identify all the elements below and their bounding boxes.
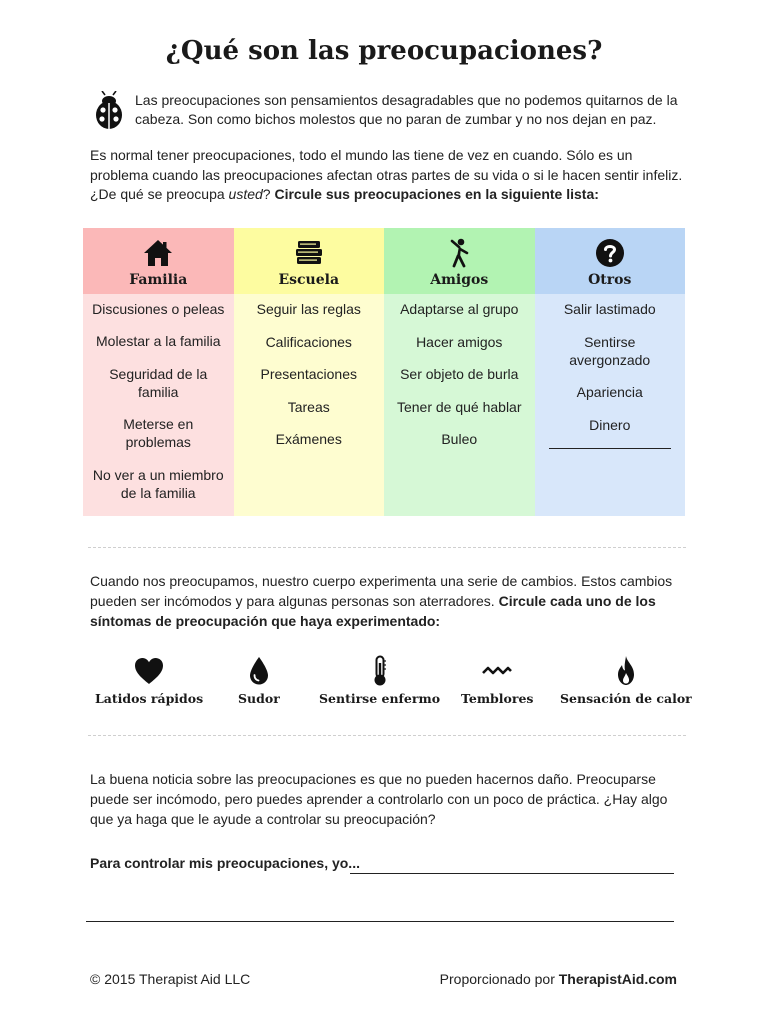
good-news-text: La buena noticia sobre las preocupaciones es que no pueden hacernos daño. Preocuparse puede ser incómodo, pero puedes aprender a controlarlo con un poco de práctica. ¿Hay algo que ya haga que le ayude a controlar su preocupación?	[90, 771, 668, 827]
intro-text: Las preocupaciones son pensamientos desagradables que no podemos quitarnos de la cabeza. Son como bichos molestos que no paran de zumbar y no nos dejan en paz.	[135, 92, 678, 127]
question-icon	[595, 238, 625, 268]
category-column-otros	[535, 228, 686, 516]
books-icon	[294, 238, 324, 268]
category-header	[83, 228, 234, 294]
symptom-label: Sudor	[238, 691, 280, 706]
worry-item[interactable]: Molestar a la familia	[96, 333, 221, 349]
symptoms-text: Cuando nos preocupamos, nuestro cuerpo experimenta una serie de cambios. Estos cambios pueden ser incómodos y para algunas personas son aterradores.	[90, 573, 673, 609]
thermometer-icon	[364, 655, 396, 687]
worry-item[interactable]: Presentaciones	[260, 366, 357, 382]
symptom-temblores[interactable]	[461, 655, 533, 706]
wave-icon	[481, 655, 513, 687]
category-header	[535, 228, 686, 294]
worry-item[interactable]: Meterse en problemas	[123, 416, 194, 450]
symptom-label: Sentirse enfermo	[319, 691, 441, 706]
write-in-line[interactable]	[549, 448, 671, 449]
category-items	[234, 294, 385, 516]
category-column-familia	[83, 228, 234, 516]
worry-item[interactable]: Dinero	[589, 416, 631, 433]
category-items	[535, 294, 686, 516]
intro-paragraph	[90, 146, 690, 205]
symptom-label: Sensación de calor	[560, 691, 692, 706]
intro-paragraph-text2: ?	[262, 186, 275, 202]
control-label: Para controlar mis preocupaciones, yo...	[90, 855, 360, 871]
worry-item[interactable]: Tener de qué hablar	[396, 398, 522, 415]
symptom-calor[interactable]	[560, 655, 692, 706]
worry-item[interactable]: Seguridad de la familia	[109, 365, 208, 400]
symptom-sudor[interactable]	[238, 655, 280, 706]
worry-item[interactable]: Apariencia	[576, 384, 643, 400]
category-header	[384, 228, 535, 294]
person-icon	[444, 238, 474, 268]
answer-line[interactable]	[350, 873, 674, 874]
worry-item[interactable]: Salir lastimado	[563, 301, 656, 317]
brand-link[interactable]: TherapistAid.com	[558, 971, 677, 987]
worry-item[interactable]: No ver a un miembro de la familia	[92, 466, 224, 501]
symptoms-instruction: Circule cada uno de los síntomas de preocupación que haya experimentado:	[90, 593, 656, 629]
section-divider	[88, 547, 686, 548]
category-title: Otros	[588, 272, 632, 288]
worry-item[interactable]: Tareas	[287, 398, 330, 415]
worry-item[interactable]: Exámenes	[275, 431, 342, 447]
intro-paragraph-italic: usted	[228, 186, 263, 202]
category-header	[234, 228, 385, 294]
worry-item[interactable]: Sentirse avergonzado	[569, 333, 651, 368]
section-divider	[88, 735, 686, 736]
worry-item[interactable]: Hacer amigos	[416, 333, 503, 350]
symptom-label: Latidos rápidos	[95, 691, 204, 706]
worry-item[interactable]: Discusiones o peleas	[92, 300, 225, 317]
symptom-enfermo[interactable]	[319, 655, 440, 706]
intro-paragraph-instruction: Circule sus preocupaciones en la siguiente lista:	[274, 186, 599, 202]
copyright: © 2015 Therapist Aid LLC	[90, 971, 251, 987]
worry-item[interactable]: Seguir las reglas	[256, 301, 361, 317]
page-title: ¿Qué son las preocupaciones?	[165, 36, 603, 66]
provided-prefix: Proporcionado por	[439, 971, 559, 987]
category-items	[83, 294, 234, 517]
worries-table	[83, 228, 685, 516]
drop-icon	[243, 655, 275, 687]
heart-icon	[133, 655, 165, 687]
house-icon	[143, 238, 173, 268]
symptoms-intro	[90, 571, 690, 631]
category-column-escuela	[234, 228, 385, 516]
fire-icon	[610, 655, 642, 687]
worry-item[interactable]: Ser objeto de burla	[400, 366, 519, 382]
provided-by	[440, 971, 677, 987]
intro-paragraph-text: Es normal tener preocupaciones, todo el mundo las tiene de vez en cuando. Sólo es un problema cuando las preocupaciones afectan otras partes de su vida o si le hacen sentir infeliz. ¿De qué se preocupa	[90, 147, 683, 202]
category-title: Amigos	[430, 272, 489, 288]
category-column-amigos	[384, 228, 535, 516]
category-title: Escuela	[278, 272, 340, 288]
symptom-latidos[interactable]	[95, 655, 203, 706]
worry-item[interactable]: Buleo	[441, 431, 478, 447]
symptom-label: Temblores	[461, 691, 534, 706]
worry-item[interactable]: Calificaciones	[265, 333, 352, 350]
answer-line[interactable]	[86, 921, 674, 922]
ladybug-icon	[94, 91, 124, 131]
category-title: Familia	[129, 271, 188, 288]
category-items	[384, 294, 535, 516]
worry-item[interactable]: Adaptarse al grupo	[400, 301, 519, 317]
